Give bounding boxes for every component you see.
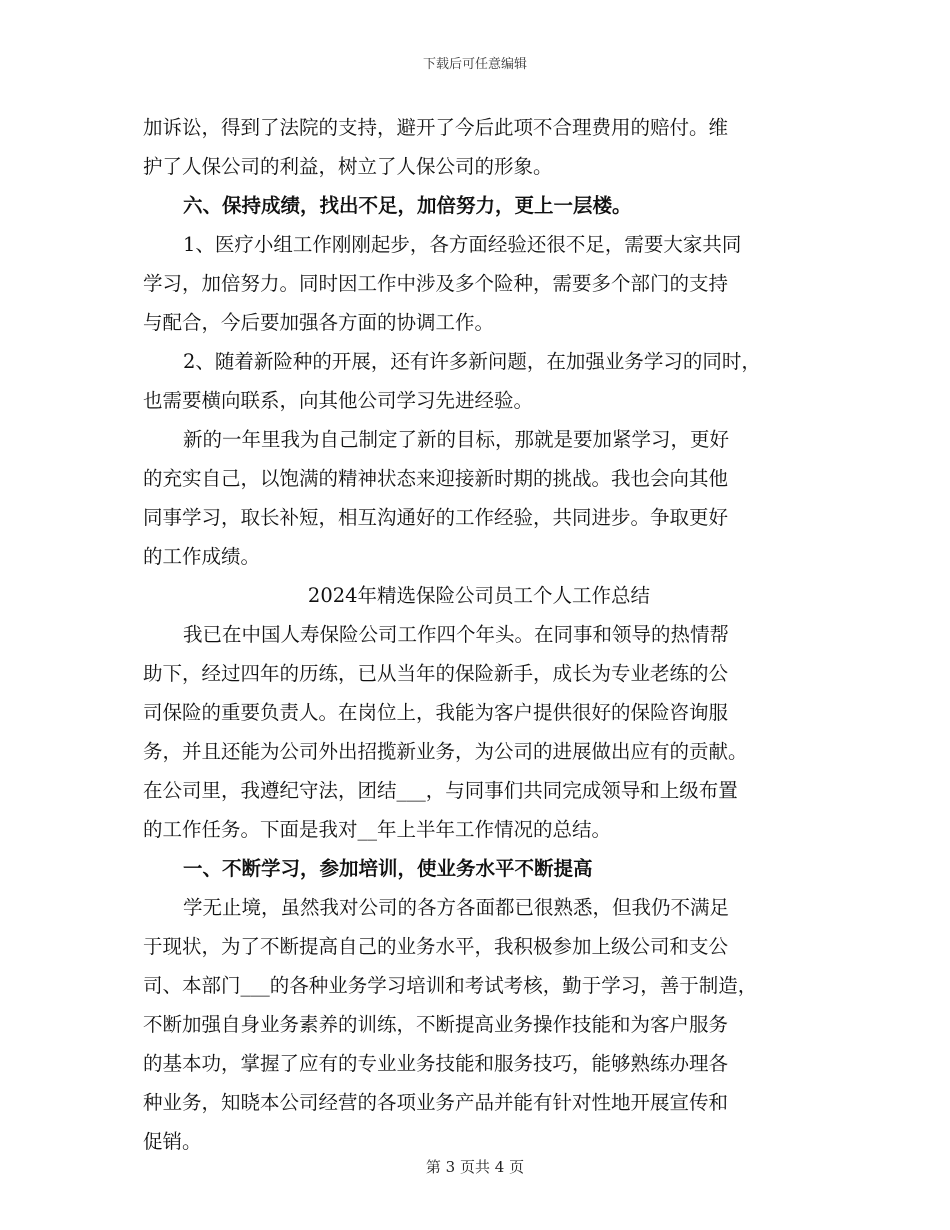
body-line: 与配合，今后要加强各方面的协调工作。 <box>143 311 495 334</box>
body-line: 务，并且还能为公司外出招揽新业务，为公司的进展做出应有的贡献。 <box>143 740 748 763</box>
section-heading-6: 六、保持成绩，找出不足，加倍努力，更上一层楼。 <box>183 194 632 217</box>
body-line: 于现状，为了不断提高自己的业务水平，我积极参加上级公司和支公 <box>143 935 729 958</box>
body-line: 学无止境，虽然我对公司的各方各面都已很熟悉，但我仍不满足 <box>183 896 730 919</box>
body-line: 新的一年里我为自己制定了新的目标，那就是要加紧学习，更好 <box>183 428 730 451</box>
body-line: 在公司里，我遵纪守法，团结___，与同事们共同完成领导和上级布置 <box>143 779 738 802</box>
page-footer: 第 3 页共 4 页 <box>425 1158 525 1176</box>
body-line: 同事学习，取长补短，相互沟通好的工作经验，共同进步。争取更好 <box>143 506 729 529</box>
body-line: 学习，加倍努力。同时因工作中涉及多个险种，需要多个部门的支持 <box>143 272 729 295</box>
section-heading-1: 一、不断学习，参加培训，使业务水平不断提高 <box>183 857 593 880</box>
body-line: 的工作任务。下面是我对__年上半年工作情况的总结。 <box>143 818 612 841</box>
body-line: 司保险的重要负责人。在岗位上，我能为客户提供很好的保险咨询服 <box>143 701 729 724</box>
body-line: 促销。 <box>143 1130 202 1153</box>
document-body <box>143 108 815 1161</box>
body-line: 2、随着新险种的开展，还有许多新问题，在加强业务学习的同时， <box>183 350 761 373</box>
body-line: 加诉讼，得到了法院的支持，避开了今后此项不合理费用的赔付。维 <box>143 116 729 139</box>
body-line: 的基本功，掌握了应有的专业业务技能和服务技巧，能够熟练办理各 <box>143 1052 729 1075</box>
document-title: 2024年精选保险公司员工个人工作总结 <box>307 584 651 607</box>
body-line: 种业务，知晓本公司经营的各项业务产品并能有针对性地开展宣传和 <box>143 1091 729 1114</box>
body-line: 司、本部门___的各种业务学习培训和考试考核，勤于学习，善于制造， <box>143 974 758 997</box>
body-line: 护了人保公司的利益，树立了人保公司的形象。 <box>143 155 553 178</box>
body-line: 也需要横向联系，向其他公司学习先进经验。 <box>143 389 534 412</box>
body-line: 的工作成绩。 <box>143 545 261 568</box>
body-line: 1、医疗小组工作刚刚起步，各方面经验还很不足，需要大家共同 <box>183 233 742 256</box>
body-line: 不断加强自身业务素养的训练，不断提高业务操作技能和为客户服务 <box>143 1013 729 1036</box>
body-line: 助下，经过四年的历练，已从当年的保险新手，成长为专业老练的公 <box>143 662 729 685</box>
header-note: 下载后可任意编辑 <box>422 57 527 72</box>
body-line: 我已在中国人寿保险公司工作四个年头。在同事和领导的热情帮 <box>183 623 730 646</box>
body-line: 的充实自己，以饱满的精神状态来迎接新时期的挑战。我也会向其他 <box>143 467 729 490</box>
